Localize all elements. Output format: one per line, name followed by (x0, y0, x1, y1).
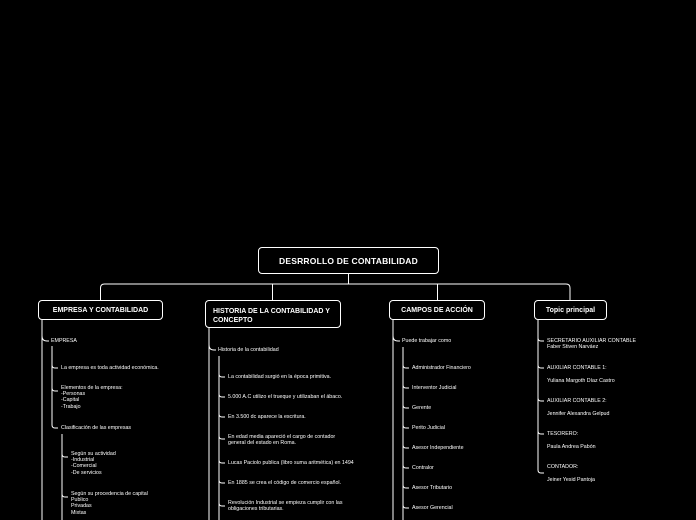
empresa-elements-node[interactable]: Elementos de la empresa: -Personas -Capital -Trabajo (61, 385, 123, 410)
classification-capital-node[interactable]: Según su procedencia de capital Publico Privadas Mixtas (71, 491, 148, 516)
topic-auxiliar2-name[interactable]: Jennifer Alexandra Gelpud (547, 411, 610, 417)
historia-node[interactable]: Historia de la contabilidad (218, 347, 279, 353)
topic-tesorero-name[interactable]: Paula Andrea Pabón (547, 444, 596, 450)
empresa-node[interactable]: EMPRESA (51, 338, 77, 344)
topic-secretario-node[interactable]: SECRETARIO AUXILIAR CONTABLE Faber Stiven Narváez (547, 338, 636, 351)
campos-item-3[interactable]: Gerente (412, 405, 432, 411)
historia-item-4[interactable]: En edad media apareció el cargo de contador general del estado en Roma. (228, 434, 336, 447)
branch-topic-principal[interactable]: Topic principal (534, 300, 607, 320)
classification-activity-node[interactable]: Según su actividad -Industrial -Comercial -De servicios (71, 451, 116, 476)
topic-contador-node[interactable]: CONTADOR: (547, 464, 579, 470)
campos-item-7[interactable]: Asesor Tributario (412, 485, 453, 491)
branch-empresa-contabilidad[interactable]: EMPRESA Y CONTABILIDAD (38, 300, 163, 320)
campos-item-2[interactable]: Interventor Judicial (412, 385, 457, 391)
campos-node[interactable]: Puede trabajar como (402, 338, 452, 344)
empresa-definition-node[interactable]: La empresa es toda actividad económica. (61, 365, 159, 371)
historia-item-5[interactable]: Lucas Paciolo publica (libro suma aritmética) en 1494 (228, 460, 354, 466)
topic-tesorero-node[interactable]: TESORERO: (547, 431, 579, 437)
campos-item-8[interactable]: Asesor Gerencial (412, 505, 453, 511)
topic-auxiliar2-node[interactable]: AUXILIAR CONTABLE 2: (547, 398, 607, 404)
campos-item-6[interactable]: Contralor (412, 465, 434, 471)
historia-item-3[interactable]: En 3.500 dc aparece la escritura. (228, 414, 306, 420)
branch-campos-accion[interactable]: CAMPOS DE ACCIÓN (389, 300, 485, 320)
topic-auxiliar1-node[interactable]: AUXILIAR CONTABLE 1: (547, 365, 607, 371)
topic-auxiliar1-name[interactable]: Yuliana Margoth Díaz Castro (547, 378, 615, 384)
root-topic[interactable]: DESRROLLO DE CONTABILIDAD (258, 247, 439, 274)
empresa-classification-node[interactable]: Clasificación de las empresas (61, 425, 132, 431)
campos-item-1[interactable]: Administrador Financiero (412, 365, 471, 371)
historia-item-1[interactable]: La contabilidad surgió en la época primitiva. (228, 374, 332, 380)
campos-item-5[interactable]: Asesor Independiente (412, 445, 464, 451)
campos-item-4[interactable]: Perito Judicial (412, 425, 445, 431)
branch-historia-contabilidad[interactable]: HISTORIA DE LA CONTABILIDAD Y CONCEPTO (205, 300, 341, 328)
historia-item-7[interactable]: Revolución Industrial se empieza cumplir con las obligaciones tributarias. (228, 500, 343, 513)
historia-item-6[interactable]: En 1885 se crea el código de comercio español. (228, 480, 342, 486)
historia-item-2[interactable]: 5.000 A.C utilizo el trueque y utilizaban el ábaco. (228, 394, 343, 400)
topic-contador-name[interactable]: Jeiner Yesid Pantoja (547, 477, 596, 483)
